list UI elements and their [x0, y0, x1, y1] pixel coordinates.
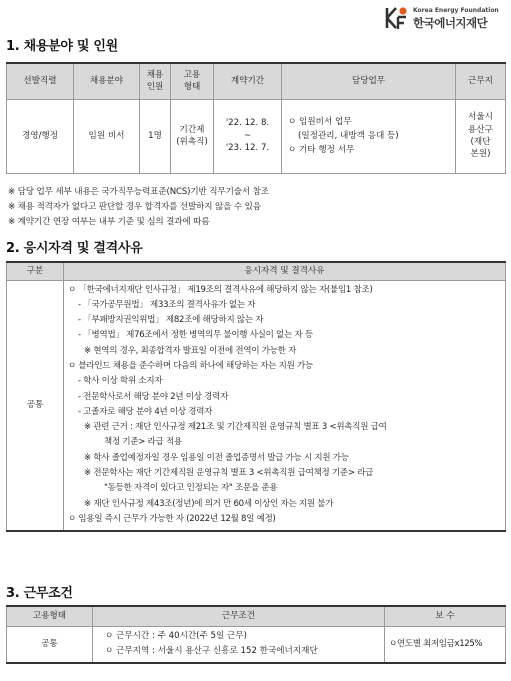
recruitment-header-row: [7, 63, 506, 99]
qual-line: - 고졸자로 해당 분야 4년 이상 경력자: [78, 406, 213, 417]
header-pay: 보 수: [385, 606, 506, 626]
header-work-conditions: 근무조건: [93, 606, 385, 626]
cell-qualifications: [64, 280, 506, 531]
qual-line: - 전문학사로서 해당 분야 2년 이상 경력자: [78, 391, 229, 402]
qual-line: ㅇ 임용일 즉시 근무가 가능한 자 (2022년 12월 8일 예정): [68, 513, 276, 524]
cell-employment-form: 공통: [7, 626, 93, 663]
qual-line: - 학사 이상 학위 소지자: [78, 376, 163, 387]
section1-title: 1. 채용분야 및 인원: [6, 39, 118, 54]
conditions-header-row: [7, 606, 506, 626]
header-contract-period: 계약기간: [214, 63, 282, 99]
cell-field: 임원 비서: [74, 99, 140, 173]
cell-contract-period: '22. 12. 8. ~ '23. 12. 7.: [214, 99, 282, 173]
qual-line: ※ 전문학사는 재단 기간제직원 운영규칙 별표 3 <위촉직원 급여책정 기준> 라급: [84, 468, 374, 479]
qual-line: - 「국가공무원법」 제33조의 결격사유가 없는 자: [78, 299, 256, 310]
qual-line: ※ 학사 졸업예정자일 경우 임용일 이전 졸업증명서 발급 가능 시 지원 가능: [84, 452, 349, 463]
qualification-table: [6, 261, 506, 532]
header-category: 구분: [7, 262, 64, 280]
note-item: ※ 계약기간 연장 여부는 내부 기준 및 심의 결과에 따름: [8, 216, 210, 227]
note-item: ※ 채용 적격자가 없다고 판단할 경우 합격자를 선발하지 않을 수 있음: [8, 201, 261, 212]
qual-line: ㅇ 「한국에너지재단 인사규정」 제19조의 결격사유에 해당하지 않는 자(붙임1 참조): [68, 284, 373, 295]
header-employment-type: 고용 형태: [171, 63, 214, 99]
cell-duties: ㅇ 임원비서 업무 (일정관리, 내방객 응대 등) ㅇ 기타 행정 서무: [282, 99, 456, 173]
header-field: 채용분야: [74, 63, 140, 99]
logo-korean-name: 한국에너지재단: [413, 16, 488, 30]
qual-line: 책정 기준> 라급 적용: [104, 437, 182, 448]
cell-work-conditions: ㅇ 근무시간 : 주 40시간(주 5일 근무) ㅇ 근무지역 : 서울시 용산구 신흥로 152 한국에너지재단: [93, 626, 385, 663]
recruitment-row: [7, 99, 506, 173]
cell-pay: ㅇ연도별 최저임금x125%: [385, 626, 506, 663]
conditions-row: [7, 626, 506, 663]
qual-line: ※ 재단 인사규정 제43조(정년)에 의거 만 60세 이상인 자는 지원 불가: [84, 498, 334, 509]
qual-line: - 「부패방지권익위법」 제82조에 해당하지 않는 자: [78, 315, 264, 326]
qual-line: "동등한 자격이 있다고 인정되는 자" 조문을 준용: [104, 483, 278, 494]
header-series: 선발직렬: [7, 63, 74, 99]
cell-location: 서울시 용산구 (재단 본원): [456, 99, 506, 173]
qualification-row: [7, 280, 506, 531]
header-location: 근무지: [456, 63, 506, 99]
section2-title: 2. 응시자격 및 결격사유: [6, 241, 143, 256]
qual-line: - 「병역법」 제76조에서 정한 병역의무 불이행 사실이 없는 자 등: [78, 330, 313, 341]
foundation-logo: [384, 4, 508, 32]
header-qualifications: 응시자격 및 결격사유: [64, 262, 506, 280]
recruitment-table: [6, 62, 506, 174]
logo-mark-icon: [384, 5, 410, 31]
work-conditions-table: [6, 605, 506, 664]
cell-series: 경영/행정: [7, 99, 74, 173]
note-item: ※ 담당 업무 세부 내용은 국가직무능력표준(NCS)기반 직무기술서 참조: [8, 187, 269, 197]
header-duties: 담당업무: [282, 63, 456, 99]
header-employment-form: 고용형태: [7, 606, 93, 626]
qualification-header-row: [7, 262, 506, 280]
section3-title: 3. 근무조건: [6, 586, 73, 601]
section1-notes: [8, 185, 269, 229]
cell-count: 1명: [140, 99, 171, 173]
logo-english-name: Korea Energy Foundation: [413, 7, 499, 14]
cell-employment-type: 기간제 (위촉직): [171, 99, 214, 173]
cell-category: 공통: [7, 280, 64, 531]
qual-line: ※ 현역의 경우, 최종합격자 발표일 이전에 전역이 가능한 자: [84, 345, 297, 356]
qual-line: ㅇ 블라인드 채용을 준수하며 다음의 하나에 해당하는 자는 지원 가능: [68, 360, 313, 371]
qual-line: ※ 관련 근거 : 재단 인사규정 제21조 및 기간제직원 운영규칙 별표 3 <위촉직원 급여: [84, 422, 387, 433]
header-count: 채용 인원: [140, 63, 171, 99]
